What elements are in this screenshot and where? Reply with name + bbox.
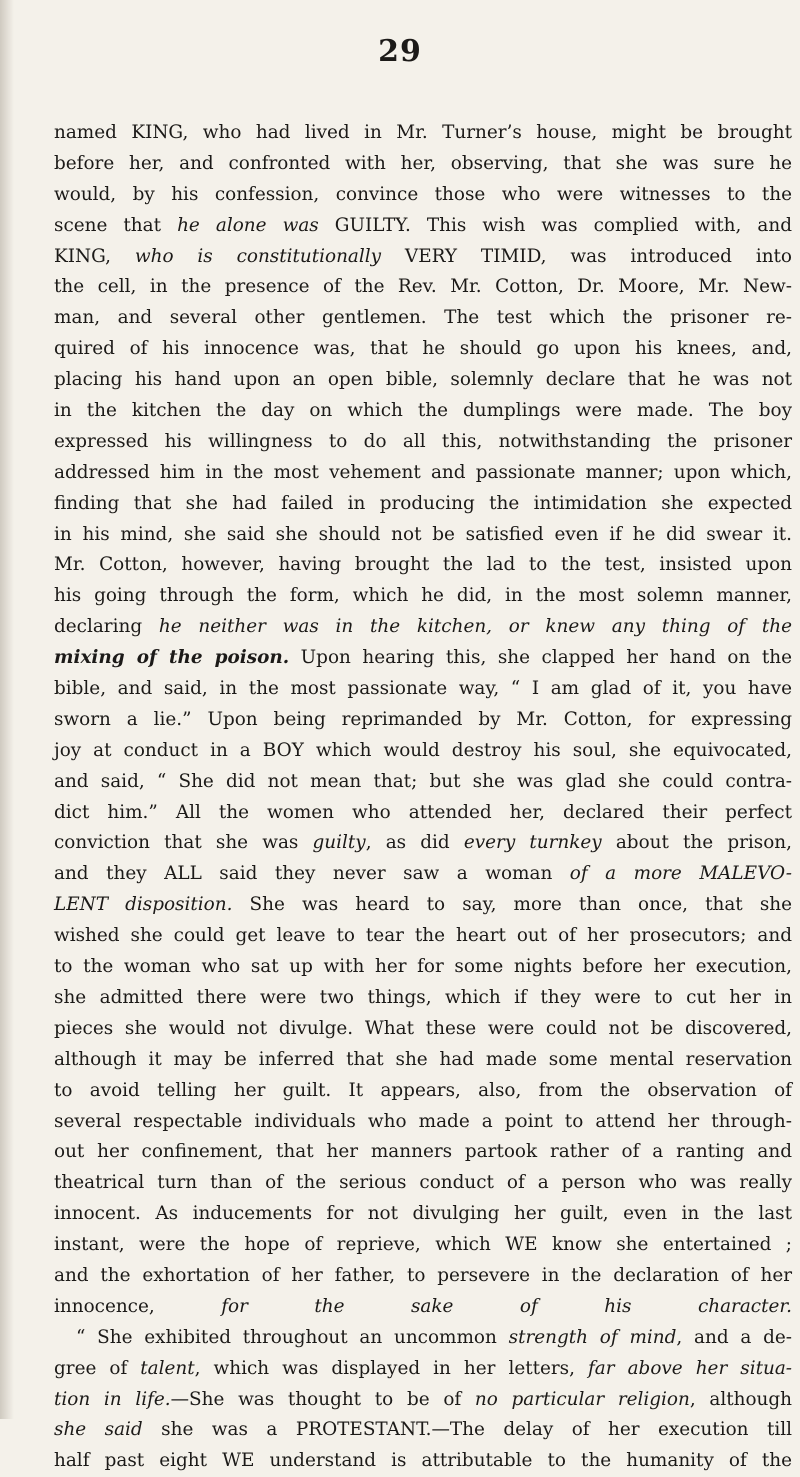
text-run: and the exhortation of her father, to persevere in the declaration of her [54,1264,792,1286]
text-line [54,1261,792,1292]
text-run: although it may be inferred that she had made some mental reservation [54,1048,792,1070]
text-line [54,1354,792,1385]
text-line [54,334,792,365]
text-line [54,550,792,581]
text-run: innocence, [54,1295,222,1317]
emphasized-text: every turnkey [463,832,602,854]
text-line [54,489,792,520]
emphasized-text: LENT disposition. [54,894,233,916]
page-gutter-shadow [0,0,14,1419]
text-line [54,767,792,798]
text-line [54,303,792,334]
text-line [54,828,792,859]
page-number: 29 [378,34,422,69]
text-run: she was a PROTESTANT.—The delay of her execution till [142,1419,792,1441]
text-run: in his mind, she said she should not be satisfied even if he did swear it. [54,523,792,545]
text-run: , and a de- [676,1326,792,1348]
text-line [54,674,792,705]
text-run: finding that she had failed in producing the intimidation she expected [54,492,792,514]
emphasized-text: for the sake of his character. [221,1295,793,1317]
text-line [54,643,792,674]
text-run: bible, and said, in the most passionate way, “ I am glad of it, you have [54,678,792,700]
text-run: instant, were the hope of reprieve, which WE know she entertained ; [54,1234,792,1256]
emphasized-text: of a more MALEVO- [569,863,792,885]
emphasized-text: he alone was [177,214,319,236]
text-run: KING, [54,245,135,267]
text-line [54,520,792,551]
text-line [54,859,792,890]
text-line [54,1292,792,1323]
text-run: would, by his confession, convince those who were witnesses to the [54,183,792,205]
text-line [54,705,792,736]
text-line [54,396,792,427]
text-line [54,952,792,983]
text-line [54,798,792,829]
text-run: Upon hearing this, she clapped her hand on the [289,647,792,669]
text-run: Mr. Cotton, however, having brought the lad to the test, insisted upon [54,554,792,576]
text-run: , which was displayed in her letters, [194,1357,588,1379]
text-run: placing his hand upon an open bible, solemnly declare that he was not [54,369,792,391]
text-line [54,1230,792,1261]
text-run: she admitted there were two things, which if they were to cut her in [54,986,792,1008]
text-line [54,581,792,612]
text-run: quired of his innocence was, that he should go upon his knees, and, [54,338,792,360]
text-line [54,180,792,211]
emphasized-text: guilty [312,832,366,854]
text-run: VERY TIMID, was introduced into [381,245,793,267]
text-line [54,1323,792,1354]
text-line [54,736,792,767]
text-run: wished she could get leave to tear the heart out of her prosecutors; and [54,925,792,947]
text-run: man, and several other gentlemen. The test which the prisoner re- [54,307,792,329]
text-run: before her, and confronted with her, observing, that she was sure he [54,152,792,174]
text-line [54,1385,792,1416]
text-run: the cell, in the presence of the Rev. Mr. Cotton, Dr. Moore, Mr. New- [54,276,792,298]
emphasized-text: strength of mind [508,1326,677,1348]
emphasized-text: she said [54,1419,143,1441]
text-run: several respectable individuals who made a point to attend her through- [54,1110,792,1132]
text-run: to the woman who sat up with her for some nights before her execution, [54,956,792,978]
text-line [54,983,792,1014]
text-line [54,1446,792,1477]
text-line [54,1045,792,1076]
text-line [54,1076,792,1107]
text-run: joy at conduct in a BOY which would destroy his soul, she equivocated, [54,739,792,761]
emphasized-text: talent [140,1357,195,1379]
text-line [54,272,792,303]
text-run: pieces she would not divulge. What these were could not be discovered, [54,1017,792,1039]
text-line [54,458,792,489]
emphasized-text: mixing of the poison. [54,647,290,669]
emphasized-text: tion in life. [54,1388,171,1410]
text-run: and said, “ She did not mean that; but she was glad she could contra- [54,770,792,792]
text-run: named KING, who had lived in Mr. Turner’s house, might be brought [54,122,792,143]
text-run: , although [689,1388,793,1410]
emphasized-text: who is constitutionally [134,245,382,267]
text-run: declaring [54,616,159,638]
text-line [54,1415,792,1446]
text-line [54,149,792,180]
text-run: sworn a lie.” Upon being reprimanded by Mr. Cotton, for expressing [54,708,792,730]
text-run: and they ALL said they never saw a woman [54,863,570,885]
text-run: out her confinement, that her manners partook rather of a ranting and [54,1141,792,1163]
text-line [54,1199,792,1230]
text-run: conviction that she was [54,832,313,854]
text-run: GUILTY. This wish was complied with, and [318,214,792,236]
emphasized-text: he neither was in the kitchen, or knew any thing of the [158,616,792,638]
text-run: theatrical turn than of the serious conduct of a person who was really [54,1172,792,1194]
text-run: “ She exhibited throughout an uncommon [76,1326,509,1348]
text-line [54,1137,792,1168]
text-run: , as did [365,832,464,854]
text-run: in the kitchen the day on which the dumplings were made. The boy [54,400,792,422]
text-run: half past eight WE understand is attributable to the humanity of the [54,1450,792,1472]
text-line [54,365,792,396]
text-run: innocent. As inducements for not divulging her guilt, even in the last [54,1203,792,1225]
text-run: gree of [54,1357,141,1379]
text-run: his going through the form, which he did, in the most solemn manner, [54,585,792,607]
text-line [54,427,792,458]
text-line [54,612,792,643]
body-text [54,118,792,1477]
text-line [54,1107,792,1138]
text-run: dict him.” All the women who attended her, declared their perfect [54,801,792,823]
text-run: to avoid telling her guilt. It appears, also, from the observation of [54,1079,792,1101]
text-line [54,211,792,242]
text-run: about the prison, [601,832,792,854]
text-run: —She was thought to be of [170,1388,475,1410]
text-run: expressed his willingness to do all this, notwithstanding the prisoner [54,430,792,452]
emphasized-text: far above her situa- [588,1357,793,1379]
text-line [54,242,792,273]
text-line [54,1014,792,1045]
text-run: She was heard to say, more than once, that she [232,894,792,916]
text-run: scene that [54,214,178,236]
text-run: addressed him in the most vehement and passionate manner; upon which, [54,461,792,483]
emphasized-text: no particular religion [474,1388,690,1410]
text-line [54,1168,792,1199]
text-line [54,921,792,952]
text-line [54,118,792,149]
text-line [54,890,792,921]
